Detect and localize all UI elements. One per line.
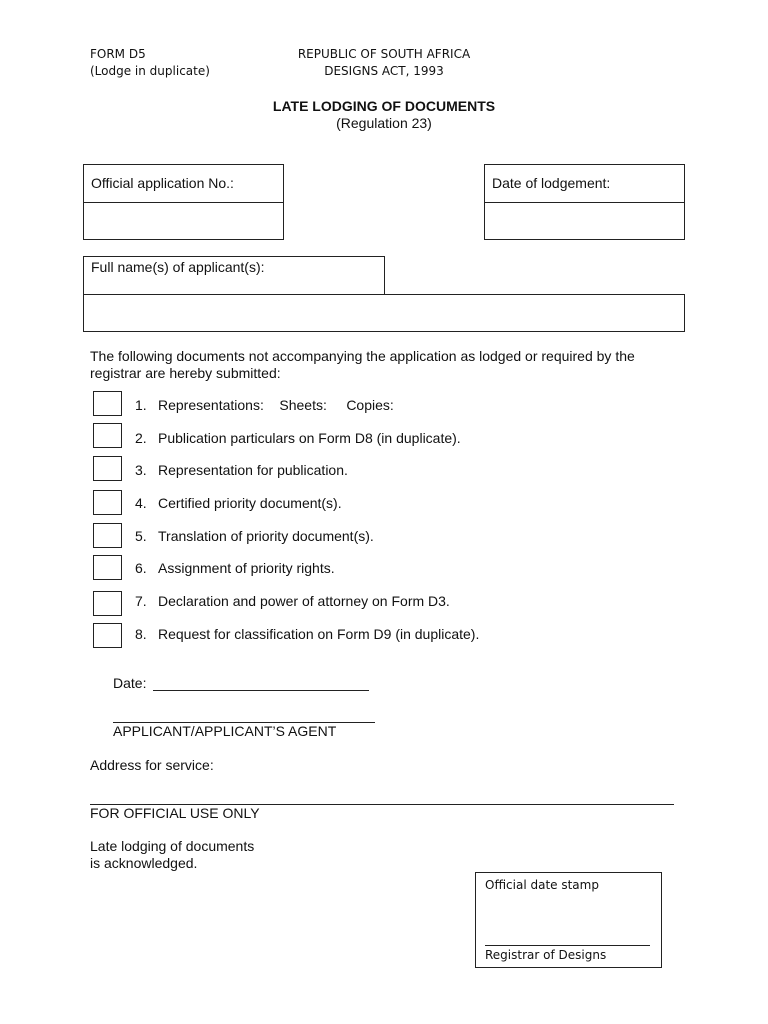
act-heading: DESIGNS ACT, 1993 [324, 64, 444, 78]
item-4-label: Certified priority document(s). [158, 495, 342, 511]
official-heading: FOR OFFICIAL USE ONLY [90, 805, 260, 821]
item-2-label: Publication particulars on Form D8 (in duplicate). [158, 430, 461, 446]
agent-label: APPLICANT/APPLICANT’S AGENT [113, 723, 337, 739]
item-8-label: Request for classification on Form D9 (in duplicate). [158, 626, 480, 642]
item-7-checkbox[interactable] [93, 591, 122, 616]
applicant-label: Full name(s) of applicant(s): [91, 259, 265, 275]
application-no-label: Official application No.: [91, 175, 234, 191]
item-6-number: 6. [135, 560, 147, 576]
date-label: Date: [113, 675, 147, 691]
regulation-subtitle: (Regulation 23) [336, 115, 432, 131]
application-no-field[interactable] [83, 202, 284, 240]
ack-line-1: Late lodging of documents [90, 838, 255, 854]
item-6-label: Assignment of priority rights. [158, 560, 335, 576]
applicant-label-cell [83, 256, 385, 295]
item-5-label: Translation of priority document(s). [158, 528, 374, 544]
item-8-number: 8. [135, 626, 147, 642]
item-6-checkbox[interactable] [93, 555, 122, 580]
item-4-checkbox[interactable] [93, 490, 122, 515]
item-3-number: 3. [135, 462, 147, 478]
date-lodgement-field[interactable] [484, 202, 685, 240]
registrar-label: Registrar of Designs [485, 948, 607, 962]
item-7-label: Declaration and power of attorney on Form D3. [158, 593, 450, 609]
application-no-label-cell [83, 164, 284, 203]
item-2-number: 2. [135, 430, 147, 446]
item-7-number: 7. [135, 593, 147, 609]
item-3-label: Representation for publication. [158, 462, 348, 478]
item-1-checkbox[interactable] [93, 391, 122, 416]
applicant-field[interactable] [83, 294, 685, 332]
ack-line-2: is acknowledged. [90, 855, 198, 871]
registrar-signature-line [485, 945, 650, 946]
official-stamp-box [475, 872, 662, 968]
form-note: (Lodge in duplicate) [90, 64, 210, 78]
intro-text: The following documents not accompanying the application as lodged or required by the registrar are hereby submitted: [90, 348, 635, 381]
item-5-checkbox[interactable] [93, 523, 122, 548]
page-title: LATE LODGING OF DOCUMENTS [272, 98, 496, 114]
item-8-checkbox[interactable] [93, 623, 122, 648]
republic-heading: REPUBLIC OF SOUTH AFRICA [297, 47, 471, 61]
date-lodgement-label-cell [484, 164, 685, 203]
address-label: Address for service: [90, 757, 214, 773]
item-5-number: 5. [135, 528, 147, 544]
date-signature-line[interactable] [153, 690, 369, 691]
item-2-checkbox[interactable] [93, 423, 122, 448]
item-1-label: Representations: Sheets: Copies: [158, 397, 394, 413]
stamp-label: Official date stamp [485, 878, 599, 892]
form-id: FORM D5 [90, 47, 146, 61]
item-3-checkbox[interactable] [93, 456, 122, 481]
item-1-number: 1. [135, 397, 147, 413]
date-lodgement-label: Date of lodgement: [492, 175, 611, 191]
item-4-number: 4. [135, 495, 147, 511]
